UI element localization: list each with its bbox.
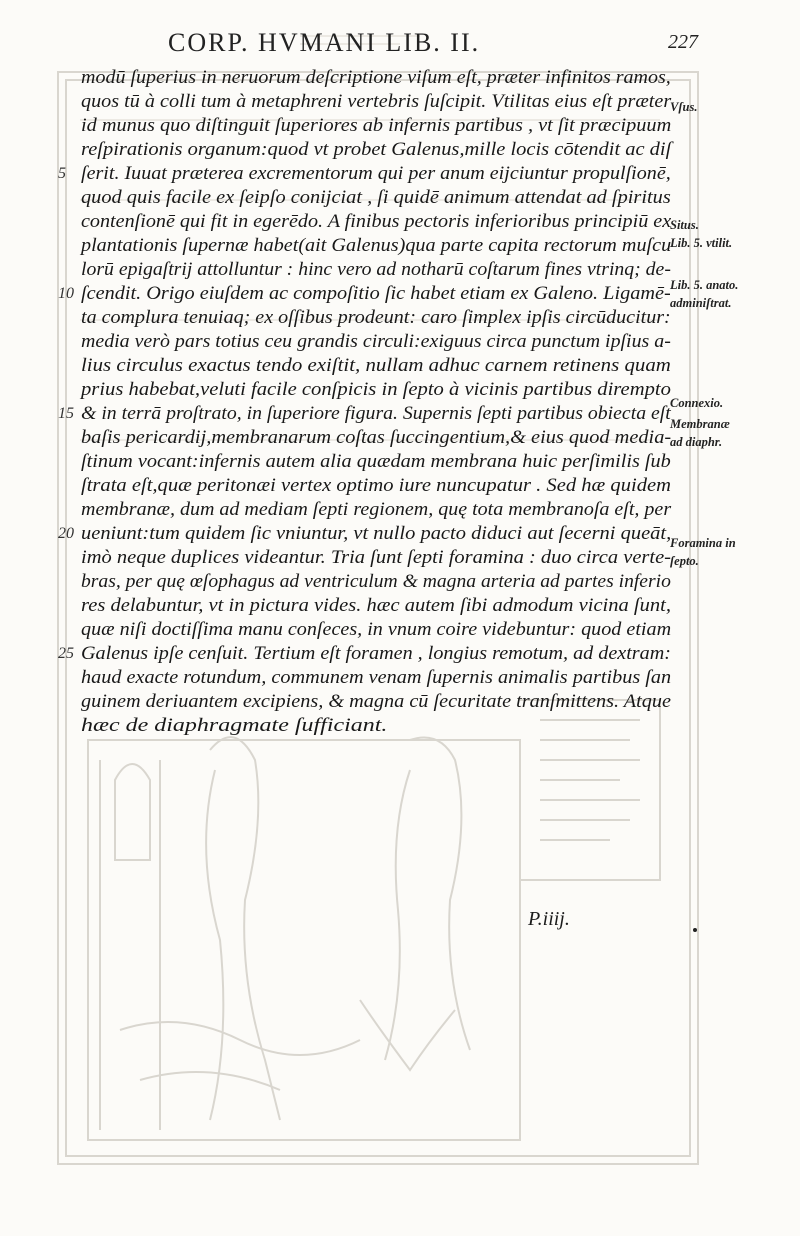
margin-note: Foramina in [670, 536, 736, 550]
page-number: 227 [668, 31, 698, 53]
text-line: prius habebat,veluti facile conſpicis in ſepto à vicinis partibus dirempto [81, 379, 671, 400]
text-line: ueniunt:tum quidem ſic vniuntur, vt nullo pacto diduci aut ſecerni queāt, [81, 523, 672, 544]
text-line: ſtrata eſt,quæ peritonæi vertex optimo iure nuncupatur . Sed hæ quidem [81, 475, 671, 496]
margin-note: Situs. [670, 218, 699, 232]
margin-note: Vſus. [670, 100, 698, 114]
margin-note: Connexio. [670, 396, 724, 410]
text-line: ſtinum vocant:infernis autem alia quædam membrana huic perſimilis ſub [81, 451, 671, 472]
text-line: bras, per quę œſophagus ad ventriculum & magna arteria ad partes inferio [81, 571, 671, 592]
text-line: media verò pars totius ceu grandis circuli:exiguus circa punctum ipſius a- [81, 331, 671, 352]
text-line: baſis pericardij,membranarum coſtas ſuccingentium,& eius quod media- [81, 427, 672, 448]
text-line: reſpirationis organum:quod vt probet Galenus,mille locis cōtendit ac diſ [81, 139, 672, 160]
text-line: & in terrā proſtrato, in ſuperiore figura. Supernis ſepti partibus obiecta eſt [81, 403, 671, 424]
margin-note: adminiſtrat. [670, 296, 732, 310]
text-line: plantationis ſupernæ habet(ait Galenus)qua parte capita rectorum muſcu [81, 235, 672, 256]
text-line: quæ niſi doctiſſima manu conſeces, in vnum coire videbuntur: quod etiam [81, 619, 672, 640]
line-number: 15 [58, 405, 74, 422]
running-head [0, 28, 800, 60]
text-line: contenſionē qui fit in egerēdo. A finibus pectoris inferioribus principiū ex [81, 211, 672, 232]
margin-note: ad diaphr. [670, 435, 723, 449]
text-line: haud exacte rotundum, communem venam ſupernis animalis partibus ſan [81, 667, 672, 688]
text-line: lorū epigaſtrij attolluntur : hinc vero ad notharū coſtarum fines vtrinq; de- [81, 259, 671, 280]
text-line: ta complura tenuiaq; ex oſſibus prodeunt: caro ſimplex ipſis circūducitur: [81, 307, 671, 328]
text-line: id munus quo diſtinguit ſuperiores ab infernis partibus , vt ſit præcipuum [81, 115, 672, 136]
line-number: 10 [58, 285, 74, 302]
text-line: res delabuntur, vt in pictura vides. hæc autem ſibi admodum vicina ſunt, [81, 595, 672, 616]
text-line: membranæ, dum ad mediam ſepti regionem, quę tota membranoſa eſt, per [81, 499, 672, 520]
stray-dot [693, 928, 697, 932]
text-line: ſcendit. Origo eiuſdem ac compoſitio ſic habet etiam ex Galeno. Ligamē- [81, 283, 671, 304]
margin-note: Lib. 5. anato. [670, 278, 739, 292]
margin-note: Membranæ [670, 417, 730, 431]
text-line: guinem deriuantem excipiens, & magna cū ſecuritate tranſmittens. Atque [81, 691, 671, 712]
text-line: ſerit. Iuuat præterea excrementorum qui per anum eijciuntur propulſionē, [81, 163, 671, 184]
margin-note: ſepto. [670, 554, 699, 568]
text-line: imò neque duplices videantur. Tria ſunt ſepti foramina : duo circa verte- [81, 547, 672, 568]
margin-note: Lib. 5. vtilit. [670, 236, 733, 250]
text-line: lius circulus exactus tendo exiſtit, nullam adhuc carnem retinens quam [81, 355, 671, 376]
text-line: quod quis facile ex ſeipſo conijciat , ſi quidē animum attendat ad ſpiritus [81, 187, 671, 208]
running-title: CORP. HVMANI LIB. II. [168, 28, 481, 57]
line-number: 5 [58, 165, 66, 182]
signature-mark: P.iiij. [528, 908, 570, 930]
text-line: Galenus ipſe cenſuit. Tertium eſt foramen , longius remotum, ad dextram: [81, 643, 671, 664]
text-line: quos tū à colli tum à metaphreni vertebris ſuſcipit. Vtilitas eius eſt præter [81, 91, 672, 112]
text-line: modū ſuperius in neruorum deſcriptione viſum eſt, præter infinitos ramos, [81, 67, 671, 88]
text-line: hæc de diaphragmate ſufficiant. [81, 715, 388, 736]
line-number: 20 [58, 525, 74, 542]
line-number: 25 [58, 645, 74, 662]
